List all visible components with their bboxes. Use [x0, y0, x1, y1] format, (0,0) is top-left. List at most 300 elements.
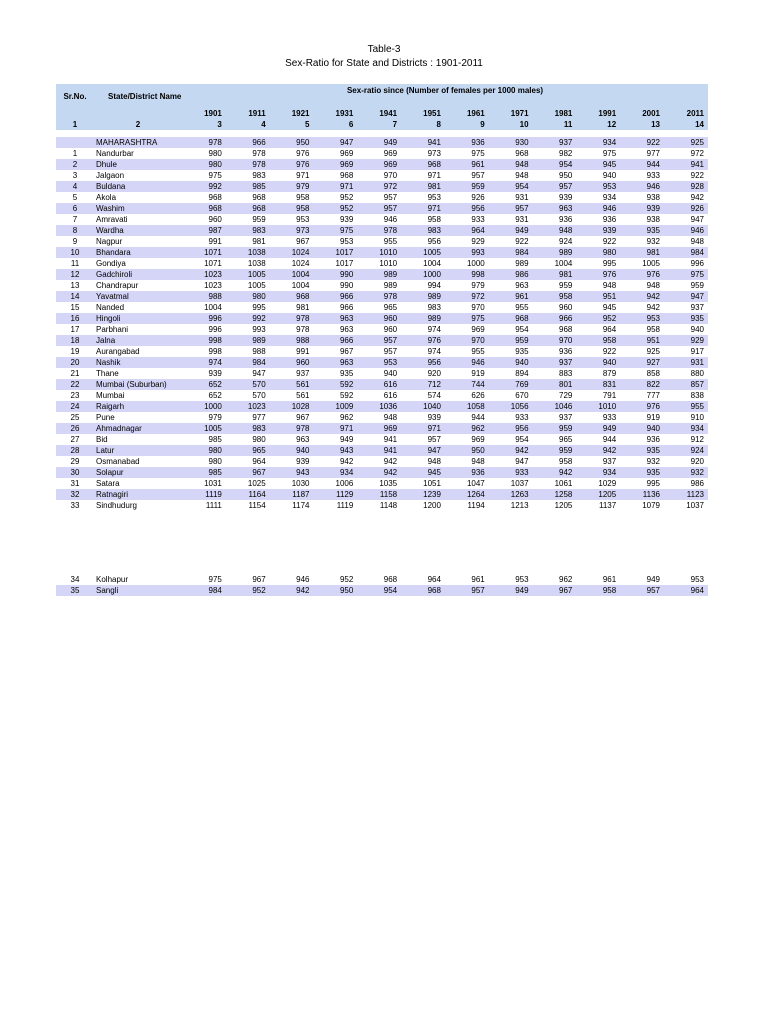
column-number: 2: [94, 119, 182, 130]
sex-ratio-cell: 967: [296, 237, 310, 246]
district-name-cell: Parbhani: [96, 325, 129, 334]
sr-no-cell: 33: [70, 501, 80, 510]
sex-ratio-cell: 959: [533, 423, 577, 434]
sex-ratio-cell: 949: [357, 137, 401, 148]
sex-ratio-cell: 958: [270, 203, 314, 214]
sex-ratio-cell: 964: [602, 325, 617, 334]
district-name-cell: Raigarh: [94, 401, 182, 412]
district-row: [56, 412, 708, 423]
sex-ratio-cell: 937: [559, 413, 573, 422]
sr-no-cell: 32: [56, 489, 94, 500]
sex-ratio-cell: 939: [208, 369, 222, 378]
sr-no-cell: 10: [56, 247, 94, 258]
sex-ratio-cell: 945: [602, 303, 617, 312]
sex-ratio-cell: 939: [559, 193, 573, 202]
sr-no-cell: 6: [56, 203, 94, 214]
district-name-cell: Wardha: [94, 225, 182, 236]
sex-ratio-cell: 963: [296, 435, 310, 444]
sex-ratio-cell: 946: [383, 215, 398, 224]
sex-ratio-cell: 969: [357, 423, 401, 434]
sex-ratio-cell: 978: [296, 325, 310, 334]
sex-ratio-cell: 968: [559, 325, 573, 334]
sex-ratio-cell: 932: [646, 237, 660, 246]
sex-ratio-cell: 942: [339, 457, 354, 466]
sex-ratio-cell: 929: [664, 335, 708, 346]
sex-ratio-cell: 933: [471, 215, 485, 224]
sex-ratio-cell: 1036: [357, 401, 401, 412]
sex-ratio-cell: 946: [664, 225, 708, 236]
district-row: [56, 203, 708, 214]
sex-ratio-cell: 990: [339, 281, 354, 290]
sex-ratio-cell: 1006: [335, 479, 354, 488]
sex-ratio-cell: 947: [515, 457, 529, 466]
sex-ratio-cell: 1058: [445, 401, 489, 412]
sex-ratio-cell: 912: [690, 435, 704, 444]
sex-ratio-cell: 967: [533, 585, 577, 596]
sex-ratio-cell: 1038: [226, 247, 270, 258]
sex-ratio-cell: 978: [270, 313, 314, 324]
sex-ratio-cell: 944: [602, 435, 617, 444]
district-name-cell: Buldana: [94, 181, 182, 192]
district-row: [56, 423, 708, 434]
sex-ratio-cell: 938: [646, 193, 660, 202]
sex-ratio-cell: 980: [208, 149, 222, 158]
sex-ratio-cell: 940: [270, 445, 314, 456]
sex-ratio-cell: 951: [576, 291, 620, 302]
sex-ratio-cell: 969: [314, 159, 358, 170]
sex-ratio-cell: 1025: [247, 479, 266, 488]
sex-ratio-cell: 937: [533, 137, 577, 148]
sex-ratio-cell: 961: [489, 291, 533, 302]
district-name-cell: Nashik: [94, 357, 182, 368]
sex-ratio-cell: 1038: [247, 259, 266, 268]
sex-ratio-cell: 983: [427, 303, 441, 312]
sex-ratio-cell: 978: [270, 423, 314, 434]
sex-ratio-cell: 948: [690, 237, 704, 246]
sex-ratio-cell: 934: [664, 423, 708, 434]
column-number: 4: [226, 119, 270, 130]
sex-ratio-cell: 1205: [576, 489, 620, 500]
sex-ratio-cell: 947: [690, 215, 704, 224]
sex-ratio-cell: 955: [664, 401, 708, 412]
sr-no-cell: 4: [56, 181, 94, 192]
district-name-cell: Sindhudurg: [96, 501, 137, 510]
sex-ratio-cell: 968: [515, 149, 529, 158]
sr-no-cell: 30: [56, 467, 94, 478]
sex-ratio-cell: 927: [620, 357, 664, 368]
sex-ratio-cell: 968: [252, 193, 266, 202]
sex-ratio-cell: 1004: [204, 303, 222, 312]
sex-ratio-cell: 983: [401, 225, 445, 236]
sex-ratio-cell: 831: [576, 379, 620, 390]
sex-ratio-cell: 970: [445, 335, 489, 346]
sex-ratio-cell: 1111: [205, 501, 222, 510]
sex-ratio-cell: 935: [620, 225, 664, 236]
sr-no-cell: 17: [70, 325, 80, 334]
sex-ratio-cell: 959: [445, 181, 489, 192]
sr-no-cell: 26: [56, 423, 94, 434]
district-row: [56, 434, 708, 445]
district-row: [56, 280, 708, 291]
sex-ratio-cell: 985: [182, 467, 226, 478]
sex-ratio-cell: 1154: [248, 501, 266, 510]
sr-no-cell: 9: [72, 237, 78, 246]
sex-ratio-cell: 969: [383, 149, 398, 158]
name-header: State/District Name: [94, 84, 182, 108]
sex-ratio-cell: 993: [445, 247, 489, 258]
sex-ratio-cell: 979: [208, 413, 222, 422]
district-name-cell: Nanded: [96, 303, 125, 312]
year-header: 1991: [576, 108, 620, 119]
sex-ratio-cell: 967: [226, 467, 270, 478]
sex-ratio-cell: 910: [690, 413, 704, 422]
sex-ratio-cell: 948: [515, 171, 529, 180]
sex-ratio-cell: 949: [576, 423, 620, 434]
sex-ratio-cell: 958: [646, 325, 660, 334]
sex-ratio-cell: 952: [339, 193, 354, 202]
sex-ratio-cell: 950: [270, 137, 314, 148]
district-row: [56, 214, 708, 225]
sex-ratio-cell: 985: [226, 181, 270, 192]
sex-ratio-cell: 1024: [270, 247, 314, 258]
table-header: [56, 84, 708, 130]
sex-ratio-cell: 791: [602, 391, 617, 400]
sex-ratio-cell: 1148: [379, 501, 398, 510]
sex-ratio-cell: 936: [445, 137, 489, 148]
sex-ratio-cell: 1037: [686, 501, 704, 510]
sex-ratio-cell: 1004: [423, 259, 441, 268]
sex-ratio-cell: 1000: [182, 401, 226, 412]
sr-no-cell: 16: [56, 313, 94, 324]
sex-ratio-cell: 616: [383, 391, 398, 400]
sex-ratio-cell: 975: [664, 269, 708, 280]
sex-ratio-cell: 993: [252, 325, 266, 334]
sex-ratio-cell: 942: [576, 445, 620, 456]
sex-ratio-cell: 969: [471, 325, 485, 334]
sex-ratio-cell: 979: [471, 281, 485, 290]
district-row: [56, 181, 708, 192]
sex-ratio-cell: 989: [533, 247, 577, 258]
sex-ratio-cell: 980: [208, 457, 222, 466]
district-name-cell: Jalgaon: [96, 171, 125, 180]
sex-ratio-cell: 1056: [489, 401, 533, 412]
sex-ratio-cell: 838: [690, 391, 704, 400]
column-number: 3: [182, 119, 226, 130]
sex-ratio-cell: 984: [226, 357, 270, 368]
sex-ratio-cell: 879: [602, 369, 617, 378]
sex-ratio-cell: 934: [314, 467, 358, 478]
sex-ratio-cell: 933: [515, 413, 529, 422]
year-header-row: [56, 108, 708, 119]
sr-no-cell: 2: [56, 159, 94, 170]
sex-ratio-cell: 941: [401, 137, 445, 148]
sex-ratio-cell: 948: [427, 457, 441, 466]
sex-ratio-cell: 983: [226, 225, 270, 236]
sex-ratio-cell: 963: [533, 203, 577, 214]
sex-ratio-cell: 975: [208, 575, 222, 584]
year-header: 1981: [533, 108, 577, 119]
sex-ratio-cell: 957: [489, 203, 533, 214]
sex-ratio-cell: 1051: [423, 479, 441, 488]
sex-ratio-cell: 920: [427, 369, 441, 378]
sex-ratio-cell: 894: [515, 369, 529, 378]
sex-ratio-cell: 935: [339, 369, 354, 378]
district-row: [56, 247, 708, 258]
sex-ratio-cell: 948: [489, 159, 533, 170]
sex-ratio-cell: 1010: [357, 247, 401, 258]
sex-ratio-cell: 880: [690, 369, 704, 378]
sex-ratio-cell: 1079: [642, 501, 660, 510]
sex-ratio-cell: 971: [314, 423, 358, 434]
sex-ratio-cell: 951: [620, 335, 664, 346]
sex-ratio-cell: 969: [339, 149, 354, 158]
sex-ratio-cell: 960: [208, 215, 222, 224]
sex-ratio-cell: 937: [602, 457, 617, 466]
sex-ratio-cell: 961: [602, 575, 617, 584]
sex-ratio-cell: 1136: [620, 489, 664, 500]
sex-ratio-cell: 967: [296, 413, 310, 422]
sex-ratio-cell: 934: [602, 193, 617, 202]
sex-ratio-cell: 946: [445, 357, 489, 368]
district-row: [56, 445, 708, 456]
district-row: [56, 478, 708, 489]
sex-ratio-cell: 1239: [401, 489, 445, 500]
district-name-cell: Nandurbar: [96, 149, 134, 158]
sex-ratio-cell: 939: [296, 457, 310, 466]
sex-ratio-cell: 956: [427, 237, 441, 246]
sex-ratio-cell: 947: [401, 445, 445, 456]
sex-ratio-cell: 1023: [226, 401, 270, 412]
sex-ratio-cell: 988: [270, 335, 314, 346]
sex-ratio-cell: 1037: [510, 479, 529, 488]
sex-ratio-cell: 995: [252, 303, 266, 312]
district-name-cell: Gadchiroli: [94, 269, 182, 280]
sex-ratio-cell: 940: [690, 325, 704, 334]
sex-ratio-cell: 970: [471, 303, 485, 312]
sex-ratio-cell: 936: [602, 215, 617, 224]
sex-ratio-cell: 975: [602, 149, 617, 158]
district-table-continued: [56, 574, 708, 596]
sex-ratio-cell: 1040: [401, 401, 445, 412]
sex-ratio-cell: 963: [339, 325, 354, 334]
sex-ratio-cell: 981: [252, 237, 266, 246]
sex-ratio-cell: 957: [383, 347, 398, 356]
sex-ratio-cell: 1009: [314, 401, 358, 412]
year-header: 1971: [489, 108, 533, 119]
sex-ratio-cell: 970: [383, 171, 398, 180]
sex-ratio-cell: 984: [182, 585, 226, 596]
sex-ratio-cell: 947: [252, 369, 266, 378]
sex-ratio-cell: 1005: [247, 281, 266, 290]
sex-ratio-cell: 957: [427, 435, 441, 444]
year-header: 1921: [270, 108, 314, 119]
sex-ratio-cell: 926: [664, 203, 708, 214]
sex-ratio-cell: 925: [646, 347, 660, 356]
district-row: [56, 401, 708, 412]
sex-ratio-cell: 940: [489, 357, 533, 368]
sex-ratio-cell: 1017: [314, 247, 358, 258]
sex-ratio-cell: 1010: [576, 401, 620, 412]
sex-ratio-cell: 972: [357, 181, 401, 192]
sex-ratio-cell: 961: [445, 159, 489, 170]
sex-ratio-cell: 1213: [510, 501, 529, 510]
sr-no-cell: 3: [72, 171, 78, 180]
district-row: [56, 585, 708, 596]
column-number: 13: [620, 119, 664, 130]
sex-ratio-cell: 1029: [598, 479, 617, 488]
district-name-cell: Mumbai (Suburban): [94, 379, 182, 390]
sex-ratio-cell: 986: [489, 269, 533, 280]
sex-ratio-cell: 1158: [357, 489, 401, 500]
sex-ratio-cell: 964: [252, 457, 266, 466]
sex-ratio-cell: 975: [208, 171, 222, 180]
sex-ratio-cell: 955: [471, 347, 485, 356]
sex-ratio-cell: 959: [559, 281, 573, 290]
sex-ratio-cell: 1023: [182, 269, 226, 280]
sr-no-cell: 24: [56, 401, 94, 412]
sex-ratio-cell: 996: [182, 313, 226, 324]
sex-ratio-cell: 976: [401, 335, 445, 346]
sex-ratio-cell: 924: [664, 445, 708, 456]
sex-ratio-cell: 991: [208, 237, 222, 246]
sex-ratio-cell: 968: [208, 193, 222, 202]
sr-no-cell: 14: [56, 291, 94, 302]
sex-ratio-cell: 964: [427, 575, 441, 584]
sex-ratio-cell: 958: [559, 457, 573, 466]
sex-ratio-cell: 959: [690, 281, 704, 290]
year-header: 1911: [226, 108, 270, 119]
sex-ratio-cell: 956: [445, 203, 489, 214]
sex-ratio-cell: 940: [576, 357, 620, 368]
sr-no-cell: 12: [56, 269, 94, 280]
sex-ratio-cell: 1119: [182, 489, 226, 500]
sex-ratio-cell: 986: [690, 479, 704, 488]
sex-ratio-cell: 992: [226, 313, 270, 324]
district-name-cell: Latur: [94, 445, 182, 456]
sex-ratio-cell: 930: [489, 137, 533, 148]
sex-ratio-cell: 976: [576, 269, 620, 280]
sex-ratio-cell: 989: [383, 281, 398, 290]
sex-ratio-cell: 964: [664, 585, 708, 596]
sex-ratio-cell: 998: [208, 347, 222, 356]
sex-ratio-cell: 561: [270, 379, 314, 390]
sex-ratio-cell: 822: [620, 379, 664, 390]
sex-ratio-cell: 954: [533, 159, 577, 170]
sex-ratio-cell: 937: [690, 303, 704, 312]
sr-no-cell: 25: [70, 413, 80, 422]
sex-ratio-cell: 561: [296, 391, 310, 400]
sex-ratio-cell: 990: [314, 269, 358, 280]
sex-ratio-cell: 931: [515, 215, 529, 224]
sex-ratio-cell: 968: [383, 575, 398, 584]
sex-ratio-cell: 919: [646, 413, 660, 422]
sex-ratio-cell: 933: [646, 171, 660, 180]
sex-ratio-cell: 973: [427, 149, 441, 158]
sex-ratio-cell: 956: [401, 357, 445, 368]
column-number: 1: [56, 119, 94, 130]
year-header: 1951: [401, 108, 445, 119]
district-row: [56, 324, 708, 335]
sex-ratio-cell: 960: [270, 357, 314, 368]
column-number: 12: [576, 119, 620, 130]
sex-ratio-cell: 957: [471, 171, 485, 180]
sex-ratio-cell: 574: [427, 391, 441, 400]
sex-ratio-cell: 952: [226, 585, 270, 596]
column-number: 11: [533, 119, 577, 130]
column-number: 5: [270, 119, 314, 130]
sr-no-cell: 11: [70, 259, 80, 268]
sex-ratio-cell: 974: [182, 357, 226, 368]
sex-ratio-cell: 941: [383, 435, 398, 444]
sex-ratio-cell: 1017: [335, 259, 354, 268]
sex-ratio-cell: 945: [401, 467, 445, 478]
district-row: [56, 159, 708, 170]
district-row: [56, 489, 708, 500]
sex-ratio-cell: 956: [489, 423, 533, 434]
sex-ratio-cell: 937: [533, 357, 577, 368]
sex-ratio-cell: 958: [576, 585, 620, 596]
sex-ratio-cell: 989: [401, 291, 445, 302]
sex-ratio-cell: 980: [576, 247, 620, 258]
sex-ratio-cell: 987: [182, 225, 226, 236]
sex-ratio-cell: 945: [576, 159, 620, 170]
sex-ratio-cell: 967: [339, 347, 354, 356]
sex-ratio-cell: 944: [620, 159, 664, 170]
sex-ratio-cell: 959: [252, 215, 266, 224]
sex-ratio-cell: 985: [208, 435, 222, 444]
sex-ratio-cell: 925: [664, 137, 708, 148]
sex-ratio-cell: 953: [339, 237, 354, 246]
sex-ratio-cell: 978: [182, 137, 226, 148]
sex-ratio-cell: 963: [515, 281, 529, 290]
district-row: [56, 225, 708, 236]
sex-ratio-cell: 984: [489, 247, 533, 258]
year-header: 1901: [182, 108, 226, 119]
district-row: [56, 258, 708, 269]
table-label: Table-3: [367, 44, 401, 55]
sex-ratio-cell: 980: [182, 159, 226, 170]
sex-ratio-cell: 968: [401, 159, 445, 170]
sex-ratio-cell: 962: [339, 413, 354, 422]
sex-ratio-cell: 922: [602, 347, 617, 356]
sex-ratio-cell: 1047: [466, 479, 485, 488]
sex-ratio-cell: 1031: [204, 479, 222, 488]
sex-ratio-cell: 941: [357, 445, 401, 456]
sex-ratio-cell: 1046: [533, 401, 577, 412]
sex-ratio-cell: 975: [445, 313, 489, 324]
sex-ratio-cell: 922: [515, 237, 529, 246]
sex-ratio-cell: 960: [559, 303, 573, 312]
column-number: 14: [664, 119, 708, 130]
sex-ratio-cell: 939: [620, 203, 664, 214]
sex-ratio-cell: 955: [383, 237, 398, 246]
district-name-cell: Bhandara: [94, 247, 182, 258]
sex-ratio-cell: 978: [357, 291, 401, 302]
sex-ratio-cell: 966: [339, 303, 354, 312]
sex-ratio-cell: 969: [357, 159, 401, 170]
sex-ratio-cell: 1264: [445, 489, 489, 500]
sex-ratio-cell: 1061: [554, 479, 573, 488]
sex-ratio-cell: 957: [357, 335, 401, 346]
sex-ratio-cell: 981: [401, 181, 445, 192]
sr-no-cell: 19: [70, 347, 80, 356]
sex-ratio-cell: 940: [383, 369, 398, 378]
sex-ratio-cell: 971: [314, 181, 358, 192]
sex-ratio-cell: 965: [559, 435, 573, 444]
year-header: 1931: [313, 108, 357, 119]
sex-ratio-cell: 974: [427, 347, 441, 356]
sr-no-cell: 1: [72, 149, 78, 158]
